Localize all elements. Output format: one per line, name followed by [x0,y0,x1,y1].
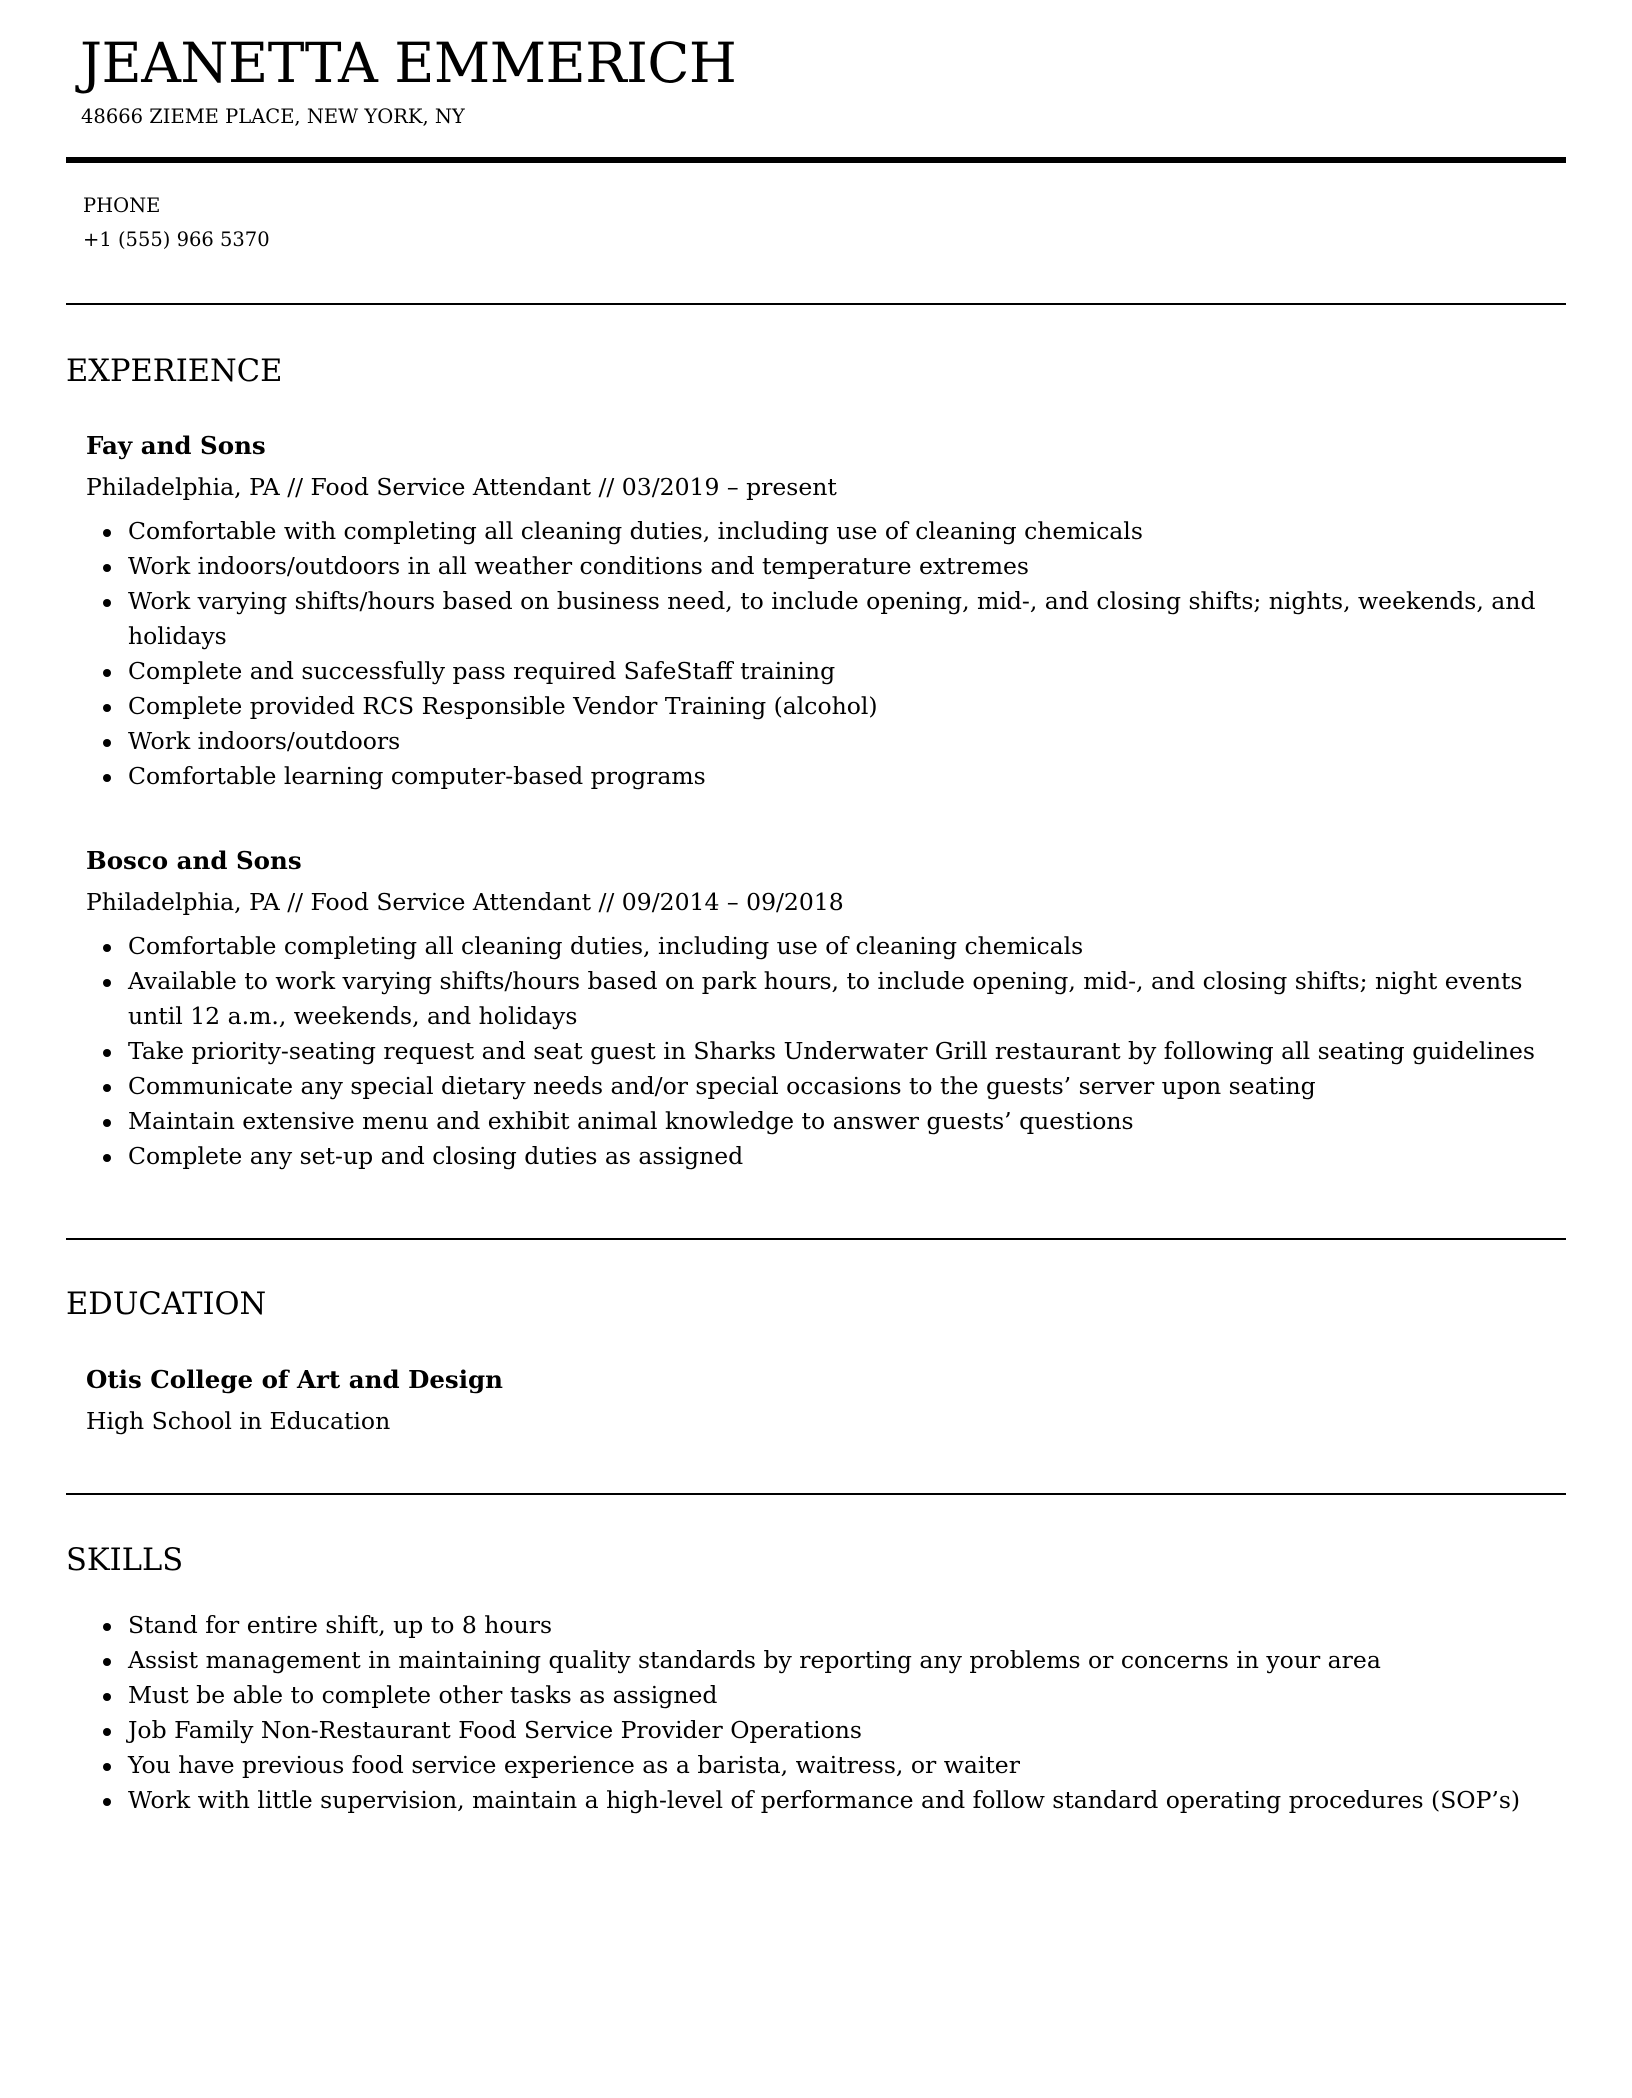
bullet-item [86,654,1566,689]
bullet-text: Work indoors/outdoors in all weather conditions and temperature extremes [128,552,1029,580]
skill-text: Work with little supervision, maintain a high-level of performance and follow standard operating procedures (SOP’s) [128,1786,1521,1814]
bullet-text: Maintain extensive menu and exhibit animal knowledge to answer guests’ questions [128,1107,1134,1135]
bullet-text: Complete and successfully pass required SafeStaff training [128,657,836,685]
bullet-icon [103,1728,111,1736]
skills-bullets [86,1608,1566,1818]
bullet-text: Comfortable learning computer-based programs [128,762,706,790]
bullet-item [86,964,1566,1034]
education-heading: EDUCATION [66,1287,267,1322]
section-divider [66,303,1566,305]
skill-item [86,1783,1566,1818]
bullet-icon [103,1154,111,1162]
bullet-text: Work varying shifts/hours based on business need, to include opening, mid-, and closing shifts; nights, weekends, and holidays [128,587,1536,650]
skills-heading: SKILLS [66,1543,184,1578]
job-entry [86,428,1566,794]
skill-text: You have previous food service experience as a barista, waitress, or waiter [128,1751,1020,1779]
job-company: Bosco and Sons [86,846,302,875]
job-details: Philadelphia, PA // Food Service Attendant // 09/2014 – 09/2018 [86,888,844,916]
job-details: Philadelphia, PA // Food Service Attendant // 03/2019 – present [86,473,837,501]
bullet-icon [103,704,111,712]
bullet-icon [103,564,111,572]
bullet-text: Complete any set-up and closing duties as assigned [128,1142,744,1170]
bullet-item [86,584,1566,654]
bullet-icon [103,944,111,952]
bullet-item [86,724,1566,759]
bullet-icon [103,599,111,607]
bullet-text: Work indoors/outdoors [128,727,401,755]
bullet-text: Complete provided RCS Responsible Vendor Training (alcohol) [128,692,878,720]
bullet-icon [103,529,111,537]
bullet-icon [103,979,111,987]
bullet-text: Take priority-seating request and seat guest in Sharks Underwater Grill restaurant by following all seating guidelines [128,1037,1535,1065]
candidate-address: 48666 ZIEME PLACE, NEW YORK, NY [81,105,465,128]
job-company: Fay and Sons [86,431,266,460]
bullet-item [86,1069,1566,1104]
bullet-item [86,929,1566,964]
bullet-text: Comfortable completing all cleaning duties, including use of cleaning chemicals [128,932,1084,960]
section-divider [66,1238,1566,1240]
bullet-text: Communicate any special dietary needs and/or special occasions to the guests’ server upon seating [128,1072,1316,1100]
bullet-icon [103,1049,111,1057]
bullet-icon [103,774,111,782]
skill-item [86,1643,1566,1678]
skill-item [86,1608,1566,1643]
education-entry [86,1362,1566,1439]
skill-item [86,1713,1566,1748]
bullet-icon [103,739,111,747]
school-name: Otis College of Art and Design [86,1365,503,1394]
skill-text: Assist management in maintaining quality standards by reporting any problems or concerns in your area [128,1646,1381,1674]
section-divider [66,1493,1566,1495]
bullet-icon [103,1623,111,1631]
bullet-icon [103,1763,111,1771]
bullet-item [86,689,1566,724]
bullet-item [86,549,1566,584]
bullet-item [86,1104,1566,1139]
phone-label: PHONE [83,194,161,217]
skill-text: Job Family Non-Restaurant Food Service Provider Operations [128,1716,862,1744]
bullet-icon [103,1119,111,1127]
job-bullets [86,514,1566,794]
bullet-icon [103,1693,111,1701]
bullet-icon [103,1798,111,1806]
skill-item [86,1748,1566,1783]
degree: High School in Education [86,1407,391,1435]
bullet-item [86,1139,1566,1174]
bullet-item [86,514,1566,549]
skill-text: Must be able to complete other tasks as assigned [128,1681,718,1709]
phone-value: +1 (555) 966 5370 [83,228,270,251]
bullet-item [86,1034,1566,1069]
bullet-icon [103,669,111,677]
bullet-text: Available to work varying shifts/hours based on park hours, to include opening, mid-, and closing shifts; night events until 12 a.m., weekends, and holidays [128,967,1523,1030]
skills-list [86,1608,1566,1818]
bullet-icon [103,1084,111,1092]
bullet-text: Comfortable with completing all cleaning duties, including use of cleaning chemicals [128,517,1143,545]
skill-item [86,1678,1566,1713]
header-divider [66,157,1566,163]
job-entry [86,843,1566,1174]
job-bullets [86,929,1566,1174]
bullet-item [86,759,1566,794]
bullet-icon [103,1658,111,1666]
experience-heading: EXPERIENCE [66,354,283,389]
candidate-name: JEANETTA EMMERICH [80,31,737,95]
skill-text: Stand for entire shift, up to 8 hours [128,1611,552,1639]
